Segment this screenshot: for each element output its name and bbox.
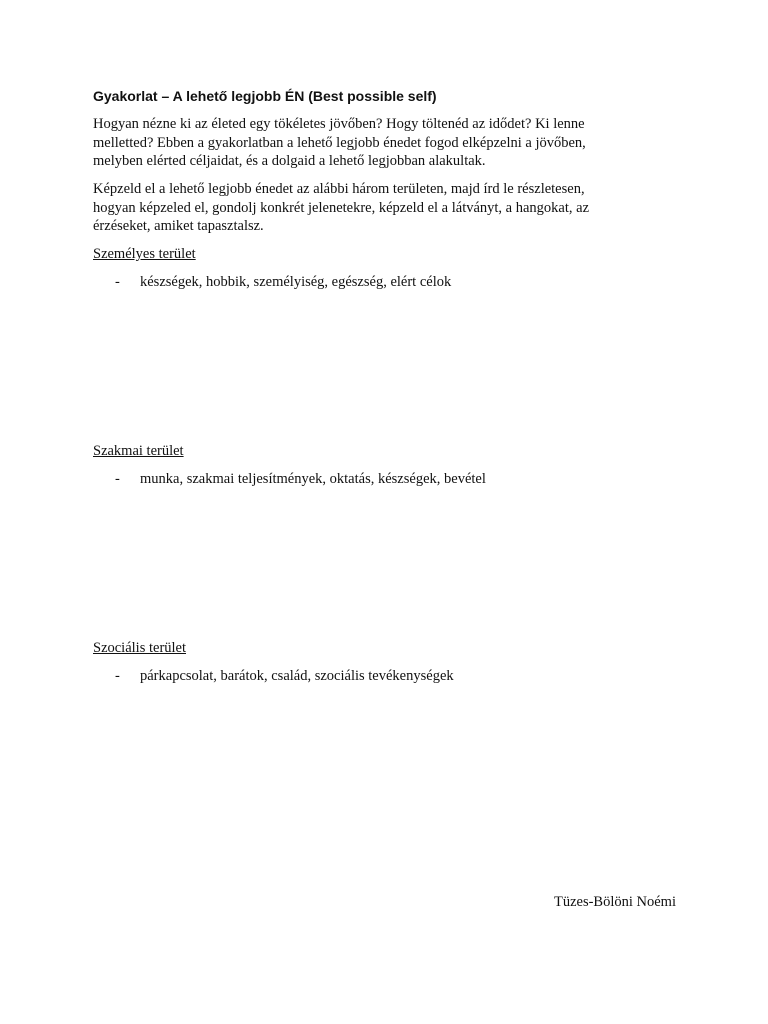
list-item-social: [115, 667, 454, 685]
bullet-text: munka, szakmai teljesítmények, oktatás, készségek, bevétel: [140, 471, 486, 487]
section-heading-professional: Szakmai terület: [93, 443, 184, 459]
bullet-marker: -: [115, 274, 120, 290]
bullet-marker: -: [115, 471, 120, 487]
instruction-paragraph: Képzeld el a lehető legjobb énedet az alábbi három területen, majd írd le részletesen, hogyan képzeled el, gondolj konkrét jelenetekre, képzeld el a látványt, a hangokat, az érzéseket, amiket tapasztalsz.: [93, 181, 590, 234]
intro-paragraph: Hogyan nézne ki az életed egy tökéletes jövőben? Hogy töltenéd az idődet? Ki lenne melletted? Ebben a gyakorlatban a lehető legjobb énedet fogod elképzelni a jövőben, melyben elérted céljaidat, és a dolgaid a lehető legjobban alakultak.: [93, 116, 586, 169]
section-heading-social: Szociális terület: [93, 640, 187, 656]
author-signature: Tüzes-Bölöni Noémi: [553, 894, 676, 910]
bullet-text: készségek, hobbik, személyiség, egészség, elért célok: [140, 274, 452, 290]
list-item-professional: [115, 470, 486, 488]
list-item-personal: [115, 273, 451, 291]
bullet-text: párkapcsolat, barátok, család, szociális tevékenységek: [140, 668, 454, 684]
bullet-marker: -: [115, 668, 120, 684]
section-heading-personal: Személyes terület: [93, 246, 196, 262]
document-title: Gyakorlat – A lehető legjobb ÉN (Best possible self): [93, 88, 437, 104]
